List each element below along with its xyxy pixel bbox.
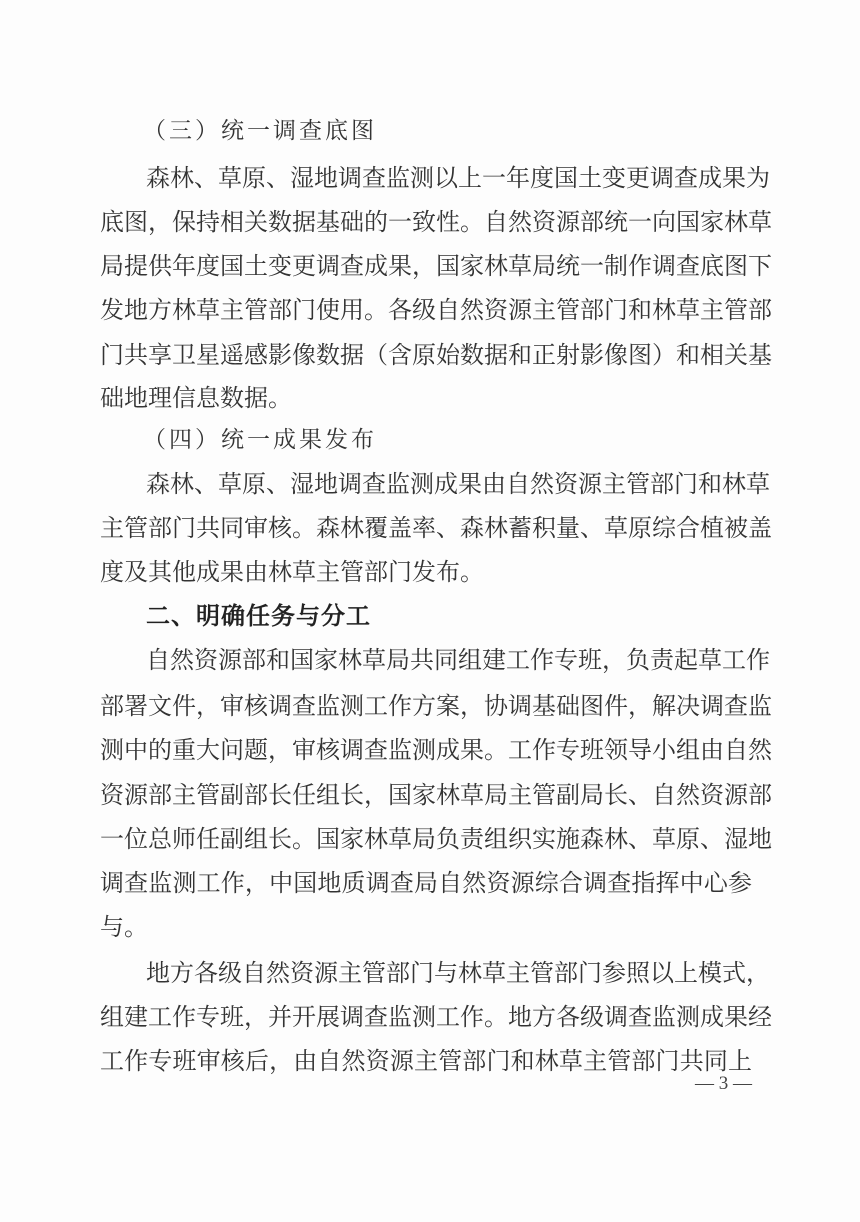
paragraph-line: 森林、草原、湿地调查监测以上一年度国土变更调查成果为	[146, 164, 770, 192]
page-number: — 3 —	[695, 1073, 752, 1094]
paragraph-line: 测中的重大问题，审核调查监测成果。工作专班领导小组由自然	[100, 736, 772, 764]
subheading-unified-base-map: （三）统一调查底图	[143, 118, 377, 144]
paragraph-line: 主管部门共同审核。森林覆盖率、森林蓄积量、草原综合植被盖	[100, 514, 772, 542]
paragraph-line: 度及其他成果由林草主管部门发布。	[100, 558, 484, 586]
paragraph-line: 资源部主管副部长任组长，国家林草局主管副局长、自然资源部	[100, 781, 772, 809]
paragraph-line: 发地方林草主管部门使用。各级自然资源主管部门和林草主管部	[100, 296, 772, 324]
paragraph-line: 工作专班审核后，由自然资源主管部门和林草主管部门共同上	[100, 1047, 752, 1075]
paragraph-line: 地方各级自然资源主管部门与林草主管部门参照以上模式，	[146, 959, 770, 987]
paragraph-line: 门共享卫星遥感影像数据（含原始数据和正射影像图）和相关基	[100, 341, 772, 369]
paragraph-line: 局提供年度国土变更调查成果，国家林草局统一制作调查底图下	[100, 252, 772, 280]
paragraph-line: 组建工作专班，并开展调查监测工作。地方各级调查监测成果经	[100, 1003, 772, 1031]
paragraph-line: 一位总师任副组长。国家林草局负责组织实施森林、草原、湿地	[100, 825, 772, 853]
paragraph-line: 础地理信息数据。	[100, 384, 292, 412]
paragraph-line: 调查监测工作，中国地质调查局自然资源综合调查指挥中心参	[100, 869, 752, 897]
paragraph-line: 部署文件，审核调查监测工作方案，协调基础图件，解决调查监	[100, 692, 772, 720]
paragraph-line: 与。	[100, 913, 148, 941]
section-heading-tasks-and-division: 二、明确任务与分工	[146, 602, 371, 630]
paragraph-line: 森林、草原、湿地调查监测成果由自然资源主管部门和林草	[146, 470, 770, 498]
paragraph-line: 底图，保持相关数据基础的一致性。自然资源部统一向国家林草	[100, 208, 772, 236]
subheading-unified-results-release: （四）统一成果发布	[143, 427, 377, 453]
paragraph-line: 自然资源部和国家林草局共同组建工作专班，负责起草工作	[146, 646, 770, 674]
